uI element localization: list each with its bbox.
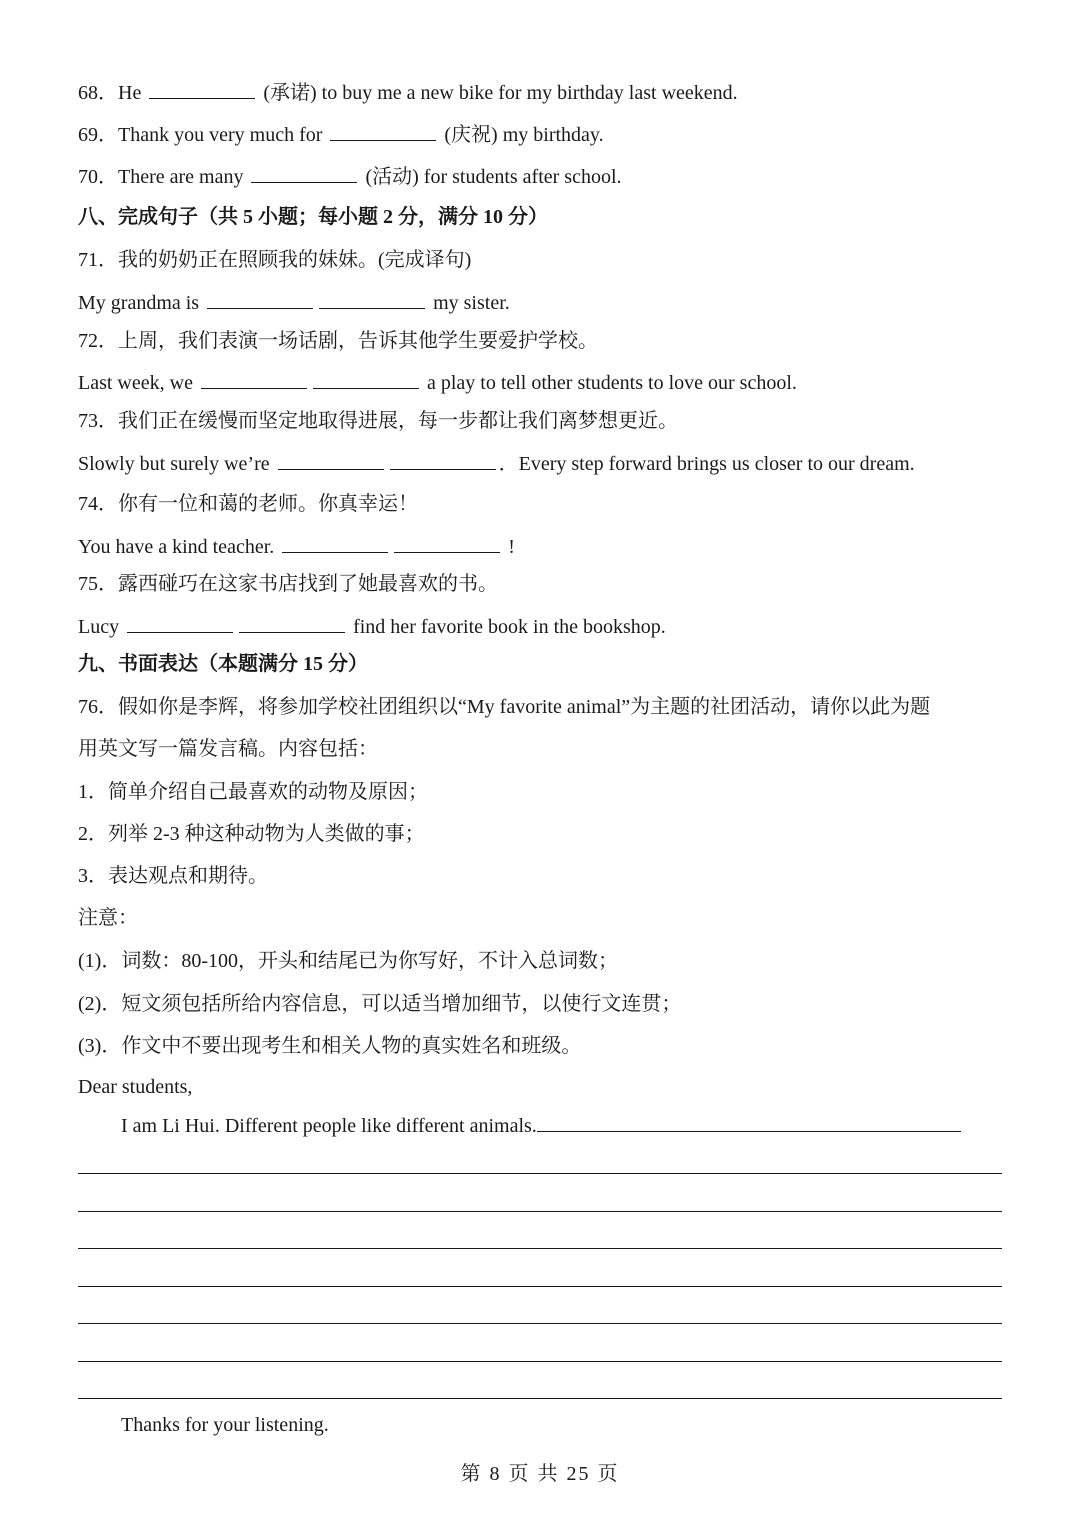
question-71-sentence [78,288,510,317]
sentence-text-before: You have a kind teacher. [78,536,280,558]
page-number-footer: 第 8 页 共 25 页 [460,1463,620,1485]
question-number: 68． [78,82,118,104]
question-69 [78,120,604,149]
opening-text: I am Li Hui. Different people like different animals. [121,1115,537,1137]
answer-blank[interactable] [278,449,384,470]
question-text-after: (庆祝) my birthday. [439,124,604,146]
question-number: 69． [78,124,118,146]
sentence-text-before: My grandma is [78,292,205,314]
letter-opening [121,1111,961,1140]
question-72-sentence [78,368,797,397]
writing-line[interactable] [78,1323,1002,1324]
sentence-text-after: find her favorite book in the bookshop. [348,616,666,638]
writing-line[interactable] [78,1248,1002,1249]
question-71-prompt: 71．我的奶奶正在照顾我的妹妹。(完成译句) [78,249,472,271]
sentence-text-before: Lucy [78,616,125,638]
question-68 [78,78,738,107]
sentence-text-before: Last week, we [78,372,198,394]
answer-blank[interactable] [149,78,255,99]
question-number: 70． [78,166,118,188]
letter-closing: Thanks for your listening. [121,1414,329,1436]
content-point: 1．简单介绍自己最喜欢的动物及原因； [78,781,428,803]
writing-line[interactable] [78,1173,1002,1174]
question-75-sentence [78,612,666,641]
answer-blank[interactable] [251,162,357,183]
note-item: (3)．作文中不要出现考生和相关人物的真实姓名和班级。 [78,1035,582,1057]
question-73-prompt: 73．我们正在缓慢而坚定地取得进展，每一步都让我们离梦想更近。 [78,410,678,432]
content-point: 3．表达观点和期待。 [78,865,268,887]
question-text-before: There are many [118,166,249,188]
writing-line[interactable] [78,1211,1002,1212]
question-70 [78,162,622,191]
note-label: 注意： [78,907,138,929]
answer-blank[interactable] [313,368,419,389]
section-8-title: 八、完成句子（共 5 小题；每小题 2 分，满分 10 分） [78,206,548,228]
question-text-after: (承诺) to buy me a new bike for my birthday last weekend. [258,82,738,104]
writing-blank[interactable] [537,1111,961,1132]
answer-blank[interactable] [394,532,500,553]
note-item: (1)．词数：80-100，开头和结尾已为你写好，不计入总词数； [78,950,618,972]
sentence-text-after: my sister. [428,292,510,314]
answer-blank[interactable] [207,288,313,309]
answer-blank[interactable] [319,288,425,309]
sentence-text-before: Slowly but surely we’re [78,453,275,475]
question-74-sentence [78,532,515,561]
question-text-before: He [118,82,147,104]
question-text-after: (活动) for students after school. [360,166,622,188]
sentence-text-after: a play to tell other students to love our school. [421,372,797,394]
sentence-text-after: ．Every step forward brings us closer to our dream. [498,453,915,475]
sentence-text-after: ! [503,536,515,558]
question-text-before: Thank you very much for [118,124,328,146]
content-point: 2．列举 2-3 种这种动物为人类做的事； [78,823,425,845]
answer-blank[interactable] [390,449,496,470]
question-75-prompt: 75．露西碰巧在这家书店找到了她最喜欢的书。 [78,573,498,595]
question-74-prompt: 74．你有一位和蔼的老师。你真幸运！ [78,493,418,515]
question-76-prompt-line-2: 用英文写一篇发言稿。内容包括： [78,738,378,760]
section-9-title: 九、书面表达（本题满分 15 分） [78,653,368,675]
question-76-prompt-line-1: 76．假如你是李辉，将参加学校社团组织以“My favorite animal”为主题的社团活动，请你以此为题 [78,696,931,718]
writing-line[interactable] [78,1398,1002,1399]
writing-line[interactable] [78,1286,1002,1287]
answer-blank[interactable] [282,532,388,553]
note-item: (2)．短文须包括所给内容信息，可以适当增加细节，以使行文连贯； [78,993,682,1015]
answer-blank[interactable] [239,612,345,633]
letter-greeting: Dear students, [78,1076,193,1098]
question-73-sentence [78,449,915,478]
writing-line[interactable] [78,1361,1002,1362]
answer-blank[interactable] [201,368,307,389]
answer-blank[interactable] [127,612,233,633]
question-72-prompt: 72．上周，我们表演一场话剧，告诉其他学生要爱护学校。 [78,330,598,352]
answer-blank[interactable] [330,120,436,141]
